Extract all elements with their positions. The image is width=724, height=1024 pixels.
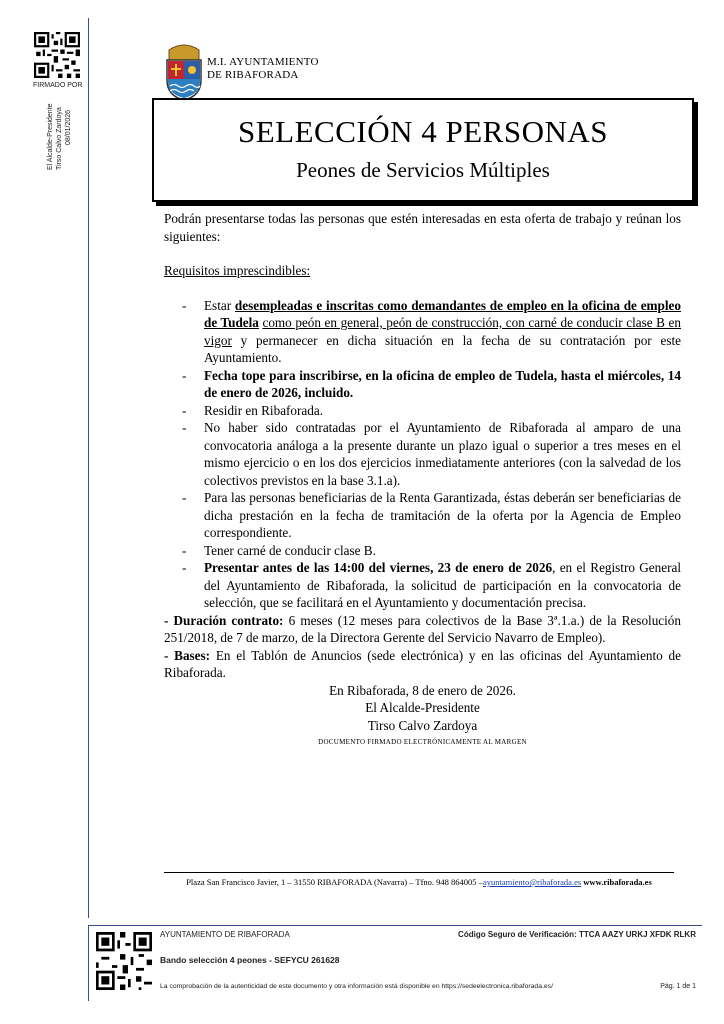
- title-box: [152, 98, 694, 202]
- signer-name: Tirso Calvo Zardoya: [56, 107, 63, 170]
- list-item: - Para las personas beneficiarias de la Renta Garantizada, éstas deberán ser beneficiarias de dicha prestación en la fecha de tramitación de la oferta por la Agencia de Empleo correspondiente.: [182, 490, 681, 540]
- org-name-line1: M.I. AYUNTAMIENTO: [207, 56, 319, 68]
- page-title: SELECCIÓN 4 PERSONAS: [238, 114, 608, 149]
- requirements-list: [164, 297, 681, 612]
- list-item: - Tener carné de conducir clase B.: [182, 542, 376, 558]
- duracion-paragraph: - Duración contrato: 6 meses (12 meses para colectivos de la Base 3ª.1.a.) de la Resolución 251/2018, de 7 de marzo, de la Directora Gerente del Servicio Navarro de Empleo).: [164, 612, 681, 645]
- intro-paragraph: Podrán presentarse todas las personas que estén interesadas en esta oferta de trabajo y reúnan los siguientes:: [164, 211, 681, 244]
- list-item: - Fecha tope para inscribirse, en la oficina de empleo de Tudela, hasta el miércoles, 14 de enero de 2026, incluido.: [182, 367, 681, 400]
- org-name-line2: DE RIBAFORADA: [207, 69, 299, 81]
- signature-name: Tirso Calvo Zardoya: [367, 717, 478, 733]
- footer-address: Plaza San Francisco Javier, 1 – 31550 RIBAFORADA (Navarra) – Tfno. 948 864005 –ayuntamiento@ribaforada.es www.ribaforada.es: [186, 877, 652, 887]
- coat-of-arms-icon: [163, 40, 205, 102]
- signature-role: El Alcalde-Presidente: [365, 700, 480, 715]
- footer-email-link[interactable]: ayuntamiento@ribaforada.es: [482, 877, 582, 887]
- signature-note: DOCUMENTO FIRMADO ELECTRÓNICAMENTE AL MARGEN: [318, 738, 527, 746]
- stamp-border-left: [88, 925, 89, 1001]
- document-body: [164, 210, 681, 752]
- org-name: [207, 56, 319, 82]
- stamp-verify-text: La comprobación de la autenticidad de este documento y otra información está disponible en https://sedeelectronica.ribaforada.es/: [160, 983, 553, 990]
- stamp-doc-title: Bando selección 4 peones - SEFYCU 261628: [160, 955, 340, 965]
- requirements-heading: Requisitos imprescindibles:: [164, 263, 311, 278]
- signed-date: 08/01/2026: [65, 109, 72, 145]
- list-item: - No haber sido contratadas por el Ayuntamiento de Ribaforada al amparo de una convocatoria análoga a la presente durante un plazo igual o superior a tres meses en el mismo ejercicio o en los dos ejercicios inmediatamente anteriores (con la salvedad de los colectivos previstos en la base 3.1.a).: [182, 420, 681, 488]
- stamp-csv: Código Seguro de Verificación: TTCA AAZY URKJ XFDK RLKR: [458, 930, 696, 939]
- signer-role: El Alcalde-Presidente: [47, 103, 54, 170]
- firmado-por-label: FIRMADO POR: [33, 82, 83, 89]
- qr-code-sidebar: [34, 32, 80, 78]
- list-item: - Presentar antes de las 14:00 del viernes, 23 de enero de 2026, en el Registro General del Ayuntamiento de Ribaforada, la solicitud de participación en la convocatoria de selección, que se facilitará en el Ayuntamiento y documentación precisa.: [182, 560, 682, 610]
- list-item: - Residir en Ribaforada.: [182, 402, 324, 418]
- stamp-border: [88, 925, 702, 926]
- bases-paragraph: - Bases: En el Tablón de Anuncios (sede electrónica) y en las oficinas del Ayuntamiento de Ribaforada.: [164, 647, 681, 680]
- signature-place-date: En Ribaforada, 8 de enero de 2026.: [329, 682, 516, 698]
- stamp-page-number: Pág. 1 de 1: [660, 983, 696, 990]
- qr-code-stamp: [96, 932, 152, 990]
- sidebar-border: [88, 18, 89, 918]
- page-subtitle: Peones de Servicios Múltiples: [296, 158, 550, 182]
- footer-divider: [164, 872, 674, 873]
- stamp-org: AYUNTAMIENTO DE RIBAFORADA: [160, 930, 290, 939]
- list-item: - Estar desempleadas e inscritas como demandantes de empleo en la oficina de empleo de Tudela como peón en general, peón de construcción, con carné de conducir clase B en vigor y permanecer en dicha situación en la fecha de su contratación por este Ayuntamiento.: [182, 297, 681, 365]
- header-logo-block: [163, 40, 333, 102]
- footer-web[interactable]: www.ribaforada.es: [581, 877, 652, 887]
